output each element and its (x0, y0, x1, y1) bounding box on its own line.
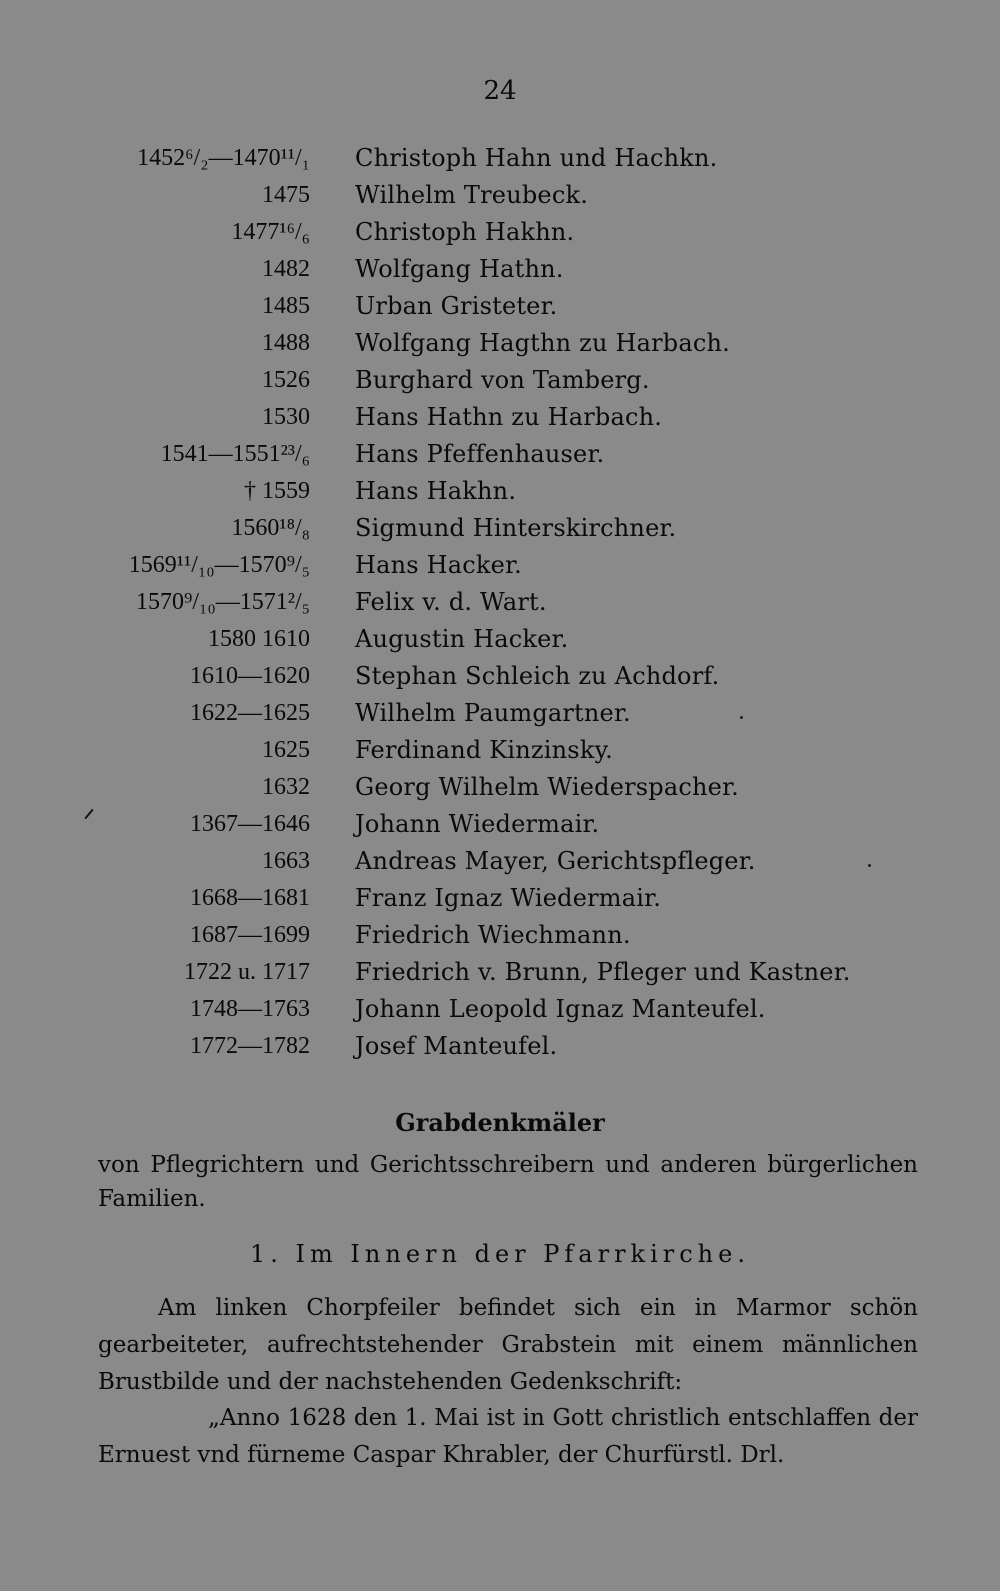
entry-name: Burghard von Tamberg. (355, 366, 650, 394)
entry-name: Sigmund Hinterskirchner. (355, 514, 677, 542)
list-item (0, 769, 1000, 806)
entry-date: 1482 (262, 256, 310, 282)
list-item (0, 1028, 1000, 1065)
section-heading: Grabdenkmäler (395, 1108, 605, 1137)
entry-date: 1485 (262, 293, 310, 319)
list-item (0, 473, 1000, 510)
list-item (0, 806, 1000, 843)
list-item (0, 621, 1000, 658)
entry-date: 1477¹⁶/₆ (231, 219, 310, 245)
entry-date: 1668—1681 (190, 885, 310, 911)
speck-mark (868, 864, 871, 867)
entry-date: 1488 (262, 330, 310, 356)
entry-name: Christoph Hakhn. (355, 218, 575, 246)
entry-date: 1475 (262, 182, 310, 208)
entry-name: Friedrich v. Brunn, Pfleger und Kastner. (355, 958, 851, 986)
list-item (0, 177, 1000, 214)
officials-list (0, 140, 1000, 1065)
list-item (0, 140, 1000, 177)
list-item (0, 732, 1000, 769)
list-item (0, 880, 1000, 917)
entry-name: Andreas Mayer, Gerichtspfleger. (355, 847, 756, 875)
entry-date: 1367—1646 (190, 811, 310, 837)
entry-name: Friedrich Wiechmann. (355, 921, 631, 949)
list-item (0, 954, 1000, 991)
list-item (0, 843, 1000, 880)
entry-name: Hans Hathn zu Harbach. (355, 403, 663, 431)
entry-date: 1580 1610 (208, 626, 310, 652)
list-item (0, 917, 1000, 954)
entry-date: 1570⁹/₁₀—1571²/₅ (136, 589, 310, 615)
entry-name: Hans Pfeffenhauser. (355, 440, 605, 468)
list-item (0, 695, 1000, 732)
entry-date: 1722 u. 1717 (184, 959, 310, 985)
list-item (0, 251, 1000, 288)
list-item (0, 288, 1000, 325)
entry-name: Felix v. d. Wart. (355, 588, 547, 616)
entry-name: Franz Ignaz Wiedermair. (355, 884, 662, 912)
list-item (0, 399, 1000, 436)
entry-date: 1632 (262, 774, 310, 800)
entry-date: 1687—1699 (190, 922, 310, 948)
list-item (0, 510, 1000, 547)
list-item (0, 547, 1000, 584)
entry-date: 1530 (262, 404, 310, 430)
entry-name: Josef Manteufel. (355, 1032, 558, 1060)
body-paragraph: Am linken Chorpfeiler befindet sich ein in Marmor schön gearbeiteter, aufrechtstehender Grabstein mit einem männlichen Brustbilde und der nachstehenden Gedenkschrift: (98, 1295, 918, 1395)
entry-date: 1560¹⁸/₈ (231, 515, 310, 541)
list-item (0, 214, 1000, 251)
entry-name: Christoph Hahn und Hachkn. (355, 144, 718, 172)
list-item (0, 584, 1000, 621)
entry-name: Hans Hakhn. (355, 477, 517, 505)
entry-date: 1569¹¹/₁₀—1570⁹/₅ (128, 552, 310, 578)
entry-name: Johann Wiedermair. (355, 810, 600, 838)
entry-date: 1625 (262, 737, 310, 763)
list-item (0, 325, 1000, 362)
entry-name: Johann Leopold Ignaz Manteufel. (355, 995, 766, 1023)
entry-name: Urban Gristeter. (355, 292, 558, 320)
entry-name: Wilhelm Paumgartner. (355, 699, 631, 727)
entry-date: 1452⁶/₂—1470¹¹/₁ (137, 145, 310, 171)
list-item (0, 658, 1000, 695)
list-item (0, 436, 1000, 473)
entry-date: 1526 (262, 367, 310, 393)
entry-date: 1541—1551²³/₆ (160, 441, 310, 467)
speck-mark (740, 716, 743, 719)
intro-text: von Pflegrichtern und Gerichtsschreibern und anderen bürgerlichen Familien. (98, 1152, 918, 1212)
entry-name: Augustin Hacker. (355, 625, 569, 653)
entry-name: Georg Wilhelm Wiederspacher. (355, 773, 739, 801)
list-item (0, 362, 1000, 399)
entry-date: 1772—1782 (190, 1033, 310, 1059)
entry-name: Wilhelm Treubeck. (355, 181, 589, 209)
entry-name: Hans Hacker. (355, 551, 522, 579)
entry-name: Wolfgang Hathn. (355, 255, 564, 283)
quote-paragraph: „Anno 1628 den 1. Mai ist in Gott christlich entschlaffen der Ernuest vnd fürneme Caspar Khrabler, der Churfürstl. Drl. (98, 1405, 918, 1468)
entry-name: Ferdinand Kinzinsky. (355, 736, 613, 764)
page-number: 24 (483, 76, 517, 106)
list-item (0, 991, 1000, 1028)
entry-date: 1748—1763 (190, 996, 310, 1022)
entry-name: Wolfgang Hagthn zu Harbach. (355, 329, 730, 357)
entry-name: Stephan Schleich zu Achdorf. (355, 662, 720, 690)
entry-date: † 1559 (244, 478, 310, 504)
entry-date: 1610—1620 (190, 663, 310, 689)
entry-date: 1622—1625 (190, 700, 310, 726)
entry-date: 1663 (262, 848, 310, 874)
sub-heading: 1. Im Innern der Pfarrkirche. (250, 1240, 750, 1268)
